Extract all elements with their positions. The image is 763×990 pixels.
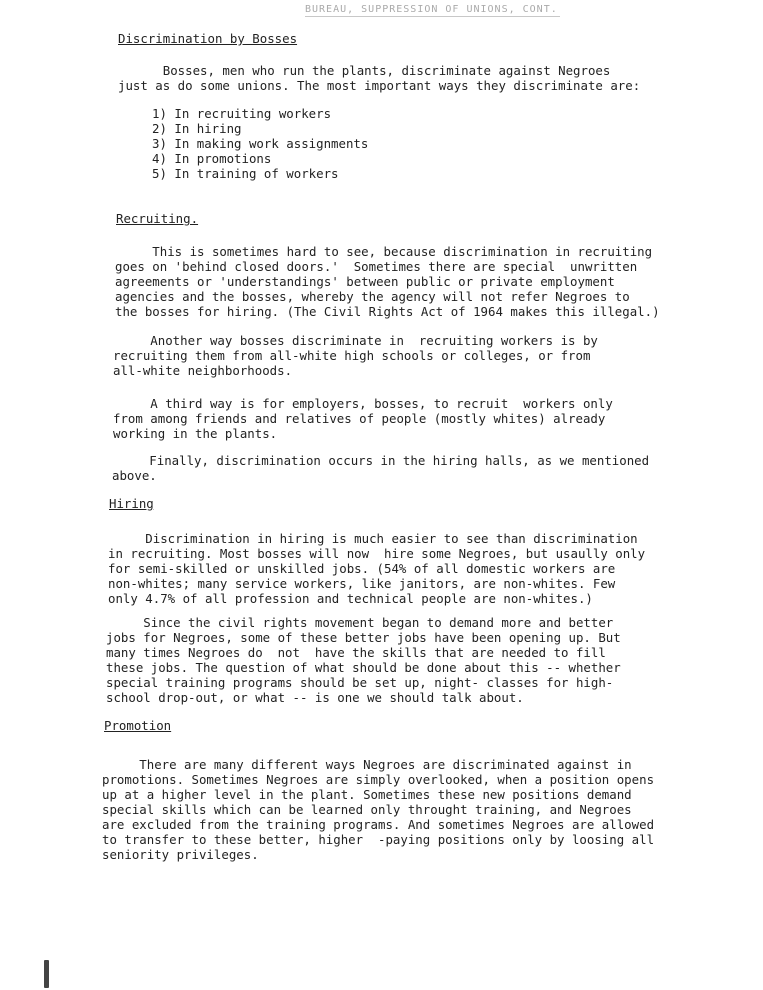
section-heading-discrimination: Discrimination by Bosses bbox=[118, 31, 298, 46]
text-line: special training programs should be set up, night- classes for high- bbox=[106, 675, 614, 690]
text-line: agreements or 'understandings' between public or private employment bbox=[115, 274, 615, 289]
paragraph bbox=[112, 453, 649, 483]
scan-mark bbox=[44, 960, 49, 988]
list-item: 2) In hiring bbox=[152, 121, 242, 136]
list-item: 4) In promotions bbox=[152, 151, 272, 166]
text-line: from among friends and relatives of people (mostly whites) already bbox=[113, 411, 606, 426]
text-line: seniority privileges. bbox=[102, 847, 259, 862]
text-line: goes on 'behind closed doors.' Sometimes there are special unwritten bbox=[115, 259, 638, 274]
text-line: Finally, discrimination occurs in the hiring halls, as we mentioned bbox=[112, 453, 650, 468]
text-line: jobs for Negroes, some of these better jobs have been opening up. But bbox=[106, 630, 621, 645]
text-line: There are many different ways Negroes are discriminated against in bbox=[102, 757, 632, 772]
paragraph bbox=[113, 333, 598, 378]
page-header: BUREAU, SUPPRESSION OF UNIONS, CONT. bbox=[305, 2, 560, 17]
text-line: working in the plants. bbox=[113, 426, 278, 441]
text-line: A third way is for employers, bosses, to recruit workers only bbox=[113, 396, 613, 411]
list-item: 3) In making work assignments bbox=[152, 136, 369, 151]
list-item: 1) In recruiting workers bbox=[152, 106, 332, 121]
paragraph bbox=[115, 244, 660, 319]
section-heading-promotion: Promotion bbox=[104, 718, 172, 733]
paragraph bbox=[102, 757, 654, 862]
text-line: This is sometimes hard to see, because discrimination in recruiting bbox=[115, 244, 653, 259]
section-heading-recruiting: Recruiting. bbox=[116, 211, 199, 226]
text-line: Another way bosses discriminate in recruiting workers is by bbox=[113, 333, 598, 348]
paragraph bbox=[108, 531, 645, 606]
text-line: up at a higher level in the plant. Sometimes these new positions demand bbox=[102, 787, 632, 802]
text-line: the bosses for hiring. (The Civil Rights Act of 1964 makes this illegal.) bbox=[115, 304, 660, 319]
text-line: Since the civil rights movement began to demand more and better bbox=[106, 615, 614, 630]
text-line: special skills which can be learned only throught training, and Negroes bbox=[102, 802, 632, 817]
text-line: school drop-out, or what -- is one we should talk about. bbox=[106, 690, 524, 705]
discrimination-list bbox=[152, 106, 368, 181]
text-line: just as do some unions. The most important ways they discriminate are: bbox=[118, 78, 641, 93]
text-line: only 4.7% of all profession and technical people are non-whites.) bbox=[108, 591, 593, 606]
text-line: Discrimination in hiring is much easier to see than discrimination bbox=[108, 531, 638, 546]
text-line: recruiting them from all-white high schools or colleges, or from bbox=[113, 348, 591, 363]
text-line: for semi-skilled or unskilled jobs. (54% of all domestic workers are bbox=[108, 561, 616, 576]
text-line: many times Negroes do not have the skills that are needed to fill bbox=[106, 645, 606, 660]
list-item: 5) In training of workers bbox=[152, 166, 339, 181]
text-line: non-whites; many service workers, like janitors, are non-whites. Few bbox=[108, 576, 616, 591]
text-line: are excluded from the training programs. And sometimes Negroes are allowed bbox=[102, 817, 655, 832]
text-line: promotions. Sometimes Negroes are simply overlooked, when a position opens bbox=[102, 772, 655, 787]
text-line: to transfer to these better, higher -paying positions only by loosing all bbox=[102, 832, 655, 847]
text-line: Bosses, men who run the plants, discriminate against Negroes bbox=[118, 63, 611, 78]
paragraph bbox=[106, 615, 621, 705]
text-line: agencies and the bosses, whereby the agency will not refer Negroes to bbox=[115, 289, 630, 304]
section-heading-hiring: Hiring bbox=[109, 496, 154, 511]
text-line: these jobs. The question of what should be done about this -- whether bbox=[106, 660, 621, 675]
text-line: all-white neighborhoods. bbox=[113, 363, 293, 378]
paragraph bbox=[118, 63, 640, 93]
paragraph bbox=[113, 396, 613, 441]
text-line: above. bbox=[112, 468, 157, 483]
text-line: in recruiting. Most bosses will now hire some Negroes, but usaully only bbox=[108, 546, 646, 561]
